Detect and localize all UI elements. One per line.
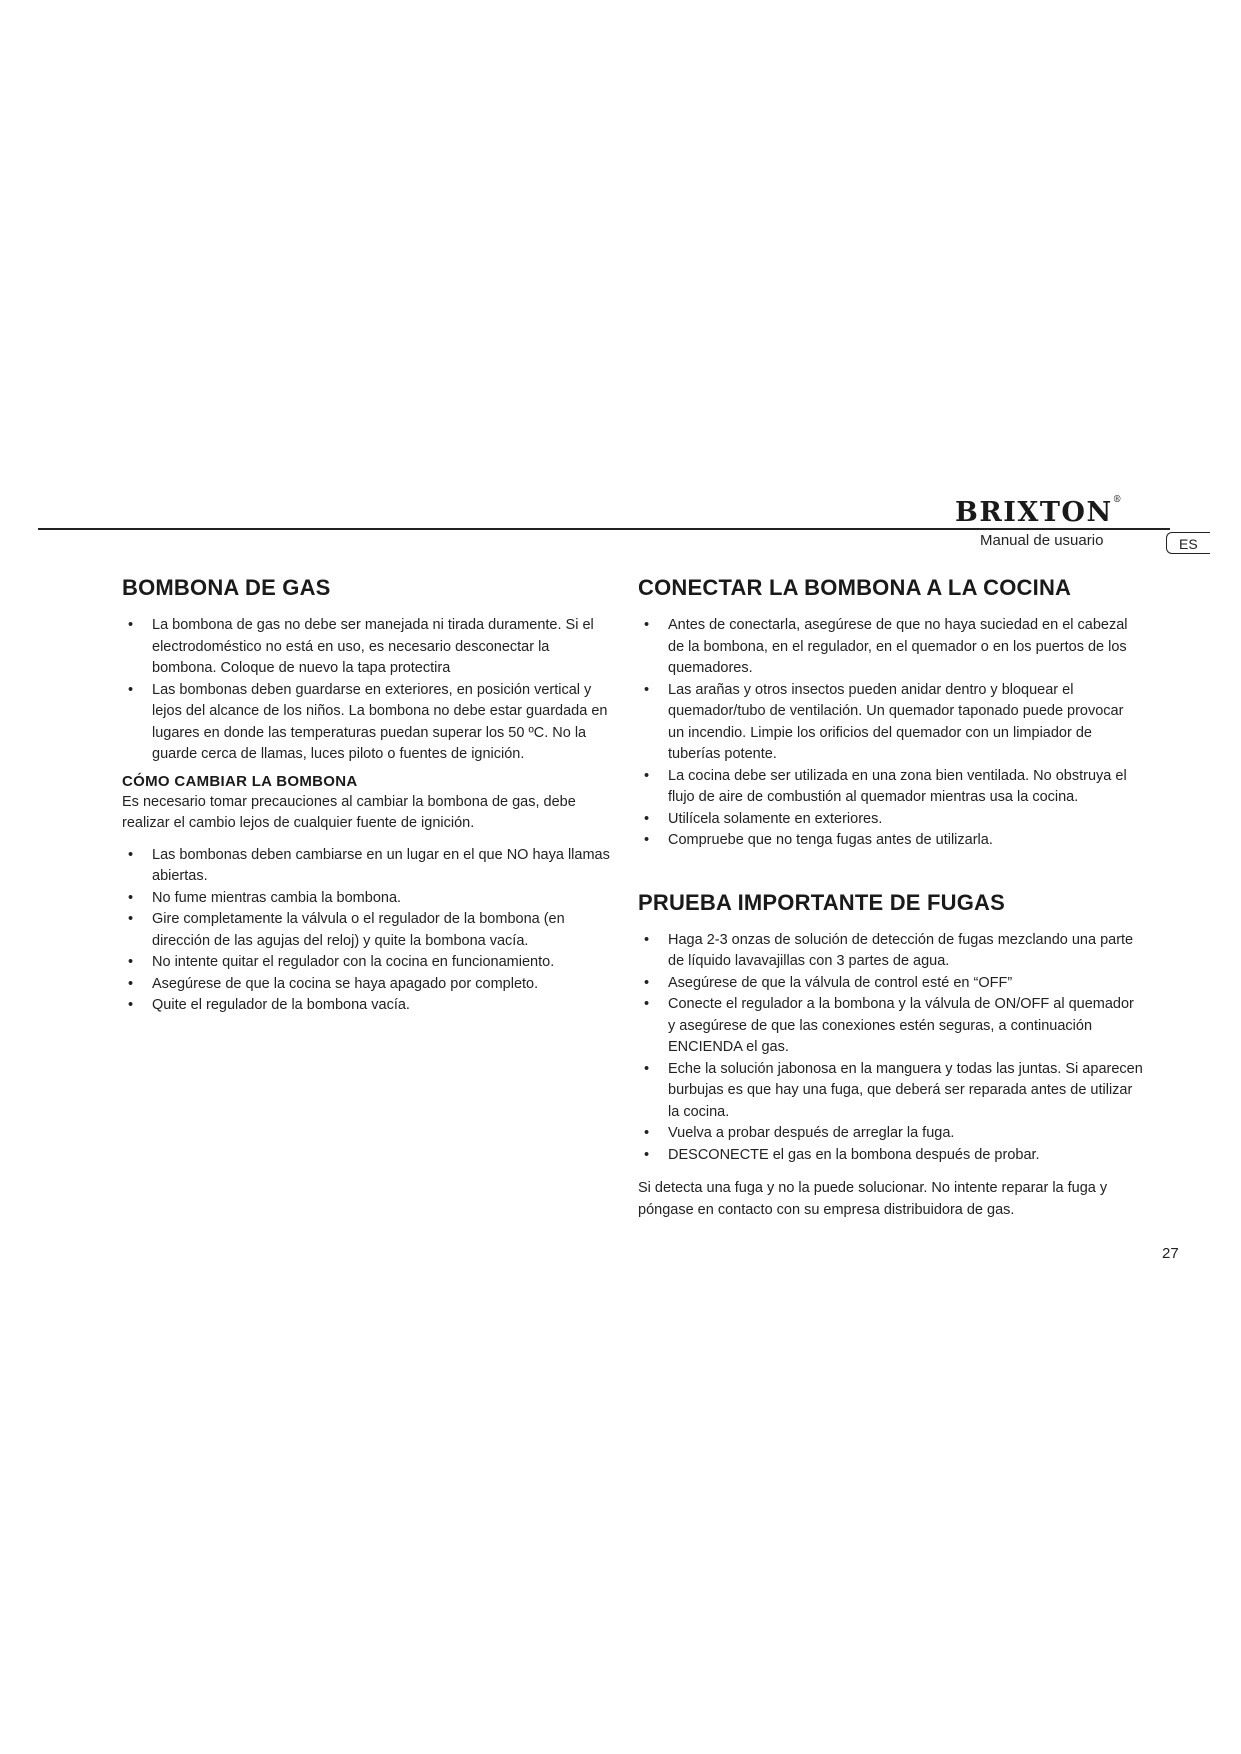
list-item: • Antes de conectarla, asegúrese de que no haya suciedad en el cabezal de la bombona, en el regulador, en el quemador o en los puertos de los quemadores. [644,617,1128,676]
list-item: • No fume mientras cambia la bombona. [128,889,402,906]
section-title-leak-test: PRUEBA IMPORTANTE DE FUGAS [638,889,1005,915]
list-item: • Conecte el regulador a la bombona y la válvula de ON/OFF al quemador y asegúrese de que las conexiones estén seguras, a continuación ENCIENDA el gas. [644,996,1134,1055]
brand-name: BRIXTON [955,497,1113,528]
change-steps-list [122,845,612,1017]
closing-note: Si detecta una fuga y no la puede solucionar. No intente reparar la fuga y póngase en contacto con su empresa distribuidora de gas. [638,1180,1108,1218]
list-item: • Compruebe que no tenga fugas antes de utilizarla. [644,832,993,848]
brand-logo [955,497,1123,528]
list-item: • Quite el regulador de la bombona vacía. [128,997,410,1013]
list-item: • Eche la solución jabonosa en la manguera y todas las juntas. Si aparecen burbujas es que hay una fuga, que deberá ser reparada antes de utilizar la cocina. [644,1060,1143,1120]
list-item: • No intente quitar el regulador con la cocina en funcionamiento. [128,954,555,970]
list-item: • Asegúrese de que la cocina se haya apagado por completo. [128,975,539,992]
connect-list [638,615,1143,852]
change-intro: Es necesario tomar precauciones al cambiar la bombona de gas, debe realizar el cambio lejos de cualquier fuente de ignición. [122,793,576,831]
language-tab: ES [1166,532,1210,554]
header-rule [38,528,1170,530]
page-number: 27 [1162,1245,1179,1262]
list-item: • Las bombonas deben guardarse en exteriores, en posición vertical y lejos del alcance de los niños. La bombona no debe estar guardada en lugares en donde las temperaturas puedan superar los 50 ºC. No la guarde cerca de llamas, luces piloto o fuentes de ignición. [128,681,608,762]
list-item: • Asegúrese de que la válvula de control esté en “OFF” [644,974,1013,991]
leak-test-list [638,930,1143,1167]
list-item: • Las arañas y otros insectos pueden anidar dentro y bloquear el quemador/tubo de ventilación. Un quemador taponado puede provocar un incendio. Limpie los orificios del quemador con un limpiador de tuberías potente. [644,681,1124,762]
subsection-title-change-cylinder: CÓMO CAMBIAR LA BOMBONA [122,772,358,790]
list-item: • Utilícela solamente en exteriores. [644,810,883,827]
left-column [122,573,612,1017]
list-item: • Las bombonas deben cambiarse en un lugar en el que NO haya llamas abiertas. [128,846,610,884]
list-item: • DESCONECTE el gas en la bombona después de probar. [644,1146,1040,1163]
list-item: • Haga 2-3 onzas de solución de detección de fugas mezclando una parte de líquido lavavajillas con 3 partes de agua. [644,931,1134,969]
section-title-connect: CONECTAR LA BOMBONA A LA COCINA [638,575,1072,600]
list-item: • Gire completamente la válvula o el regulador de la bombona (en dirección de las agujas del reloj) y quite la bombona vacía. [128,911,565,949]
manual-subtitle: Manual de usuario [980,532,1104,549]
right-column [638,573,1143,1221]
list-item: • Vuelva a probar después de arreglar la fuga. [644,1125,955,1141]
list-item: • La bombona de gas no debe ser manejada ni tirada duramente. Si el electrodoméstico no está en uso, es necesario desconectar la bombona. Coloque de nuevo la tapa protectira [128,617,594,676]
list-item: • La cocina debe ser utilizada en una zona bien ventilada. No obstruya el flujo de aire de combustión al quemador mientras usa la cocina. [644,767,1127,805]
gas-cylinder-list [122,615,612,766]
registered-mark: ® [1112,495,1124,505]
section-title-gas-cylinder: BOMBONA DE GAS [122,575,331,600]
